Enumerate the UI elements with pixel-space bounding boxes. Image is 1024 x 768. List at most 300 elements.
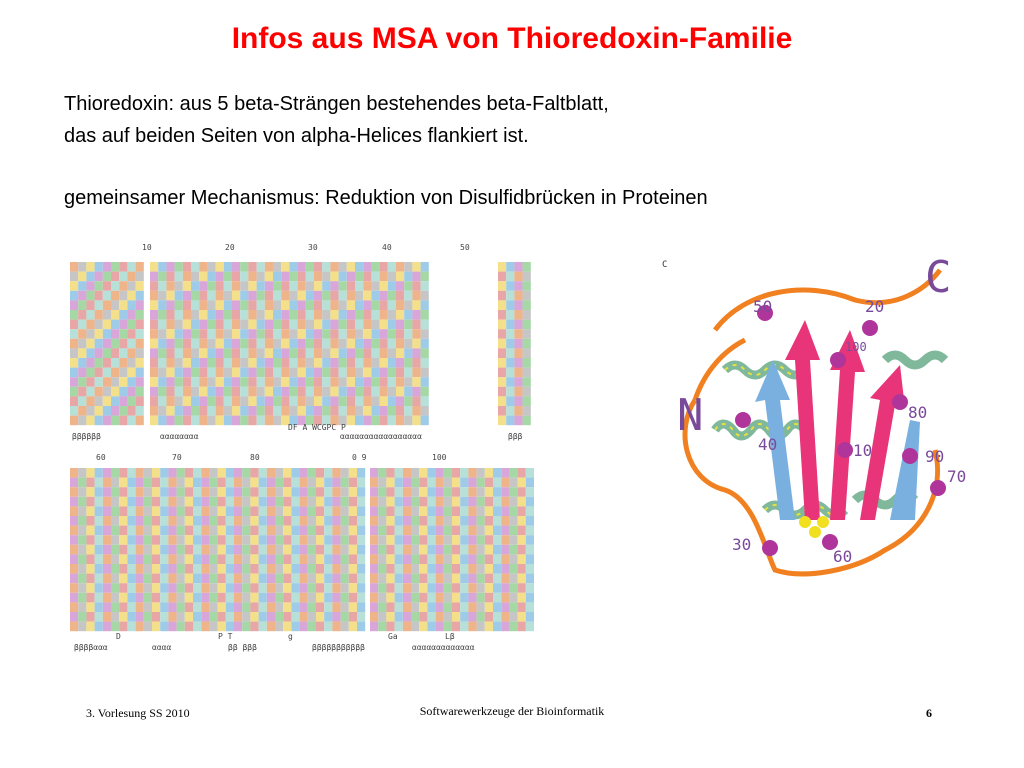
msa-bottom-main-cell <box>349 487 357 497</box>
msa-bottom-main-cell <box>160 612 168 622</box>
msa-top-left-cell <box>103 320 111 330</box>
msa-top-right-cell <box>523 339 531 349</box>
msa-bottom-main-cell <box>86 487 94 497</box>
msa-top-right-cell <box>506 339 514 349</box>
msa-top-left-cell <box>86 377 94 387</box>
msa-top-main-cell <box>380 377 388 387</box>
msa-bottom-motif-3: Ga <box>388 632 398 641</box>
msa-bottom-right-cell <box>468 516 476 526</box>
msa-top-main-cell <box>380 272 388 282</box>
msa-top-left-cell <box>111 329 119 339</box>
msa-top-left-cell <box>70 377 78 387</box>
msa-bottom-right-cell <box>485 593 493 603</box>
msa-top-right-cell <box>523 416 531 426</box>
msa-top-left-cell <box>86 262 94 272</box>
msa-top-main-cell <box>166 358 174 368</box>
msa-bottom-right-cell <box>460 622 468 632</box>
msa-top-main-cell <box>191 348 199 358</box>
msa-top-main-cell <box>298 377 306 387</box>
msa-bottom-main-cell <box>332 535 340 545</box>
msa-bottom-right-cell <box>493 622 501 632</box>
msa-bottom-right-cell <box>427 622 435 632</box>
msa-top-main-cell <box>421 396 429 406</box>
msa-bottom-right-cell <box>378 622 386 632</box>
msa-bottom-right-cell <box>386 506 394 516</box>
msa-bottom-right-cell <box>509 564 517 574</box>
msa-top-left-cell <box>86 300 94 310</box>
msa-bottom-right-cell <box>477 535 485 545</box>
msa-bottom-main-cell <box>242 622 250 632</box>
msa-bottom-right-cell <box>526 574 534 584</box>
msa-bottom-main-cell <box>185 468 193 478</box>
msa-bottom-right-cell <box>378 612 386 622</box>
msa-top-left-cell <box>111 368 119 378</box>
msa-bottom-main-cell <box>226 478 234 488</box>
msa-bottom-main-cell <box>218 554 226 564</box>
msa-top-main-cell <box>371 320 379 330</box>
msa-bottom-main-cell <box>144 593 152 603</box>
msa-bottom-main-cell <box>332 545 340 555</box>
msa-bottom-right-cell <box>501 564 509 574</box>
msa-bottom-right-cell <box>485 506 493 516</box>
msa-top-main-cell <box>330 300 338 310</box>
msa-top-main-cell <box>298 291 306 301</box>
msa-bottom-main-cell <box>201 516 209 526</box>
msa-top-right-cell <box>498 348 506 358</box>
msa-bottom-right-cell <box>526 487 534 497</box>
msa-bottom-main-cell <box>291 497 299 507</box>
msa-bottom-main-cell <box>111 526 119 536</box>
msa-bottom-right-cell <box>518 526 526 536</box>
msa-bottom-right-cell <box>444 497 452 507</box>
msa-bottom-main-cell <box>193 564 201 574</box>
msa-top-main-cell <box>314 348 322 358</box>
msa-top-main-cell <box>175 320 183 330</box>
msa-bottom-main-cell <box>95 478 103 488</box>
msa-bottom-main-cell <box>349 554 357 564</box>
msa-top-main-cell <box>355 281 363 291</box>
msa-bottom-right-cell <box>370 564 378 574</box>
msa-bottom-right-cell <box>419 583 427 593</box>
msa-bottom-right-cell <box>395 497 403 507</box>
msa-top-main-cell <box>265 320 273 330</box>
msa-top-main-cell <box>150 358 158 368</box>
msa-bottom-main-cell <box>111 535 119 545</box>
msa-top-main-cell <box>175 329 183 339</box>
msa-top-main-cell <box>281 320 289 330</box>
msa-bottom-main-cell <box>291 583 299 593</box>
msa-bottom-main-cell <box>185 545 193 555</box>
msa-top-main-cell <box>347 377 355 387</box>
msa-bottom-main-cell <box>103 564 111 574</box>
msa-top-main-cell <box>240 348 248 358</box>
msa-top-left-cell <box>127 348 135 358</box>
msa-top-main-cell <box>306 387 314 397</box>
msa-bottom-right-cell <box>501 535 509 545</box>
msa-top-main-cell <box>314 300 322 310</box>
msa-bottom-main-cell <box>332 622 340 632</box>
msa-top-main-cell <box>273 396 281 406</box>
msa-bottom-right-cell <box>436 478 444 488</box>
msa-top-main-cell <box>322 406 330 416</box>
msa-top-main-cell <box>289 339 297 349</box>
msa-top-main-cell <box>421 272 429 282</box>
msa-top-left-cell <box>95 339 103 349</box>
msa-bottom-main-cell <box>234 602 242 612</box>
msa-top-main-cell <box>257 291 265 301</box>
msa-bottom-main-cell <box>136 487 144 497</box>
msa-top-main-cell <box>330 272 338 282</box>
msa-bottom-main-cell <box>70 535 78 545</box>
msa-top-main-cell <box>281 339 289 349</box>
msa-bottom-main-cell <box>119 564 127 574</box>
msa-bottom-main-cell <box>300 564 308 574</box>
msa-bottom-main-cell <box>111 622 119 632</box>
msa-bottom-main-cell <box>111 545 119 555</box>
msa-top-main-cell <box>298 262 306 272</box>
msa-bottom-right-cell <box>509 468 517 478</box>
msa-bottom-right-cell <box>526 564 534 574</box>
msa-top-main-cell <box>207 387 215 397</box>
msa-bottom-main-cell <box>226 593 234 603</box>
msa-bottom-right-cell <box>386 583 394 593</box>
msa-bottom-main-cell <box>234 535 242 545</box>
msa-top-main-cell <box>322 291 330 301</box>
msa-bottom-right-cell <box>411 583 419 593</box>
msa-bottom-main-cell <box>357 593 365 603</box>
msa-top-main-cell <box>207 416 215 426</box>
msa-top-right-cell <box>514 339 522 349</box>
msa-bottom-main-cell <box>291 478 299 488</box>
msa-top-main-cell <box>396 310 404 320</box>
msa-bottom-main-cell <box>341 545 349 555</box>
msa-bottom-right-cell <box>419 487 427 497</box>
msa-bottom-right-cell <box>468 574 476 584</box>
msa-top-main-cell <box>183 416 191 426</box>
msa-bottom-right-cell <box>485 622 493 632</box>
msa-bottom-main-cell <box>103 583 111 593</box>
msa-bottom-main-cell <box>316 535 324 545</box>
msa-top-main-cell <box>158 406 166 416</box>
msa-bottom-main-cell <box>201 574 209 584</box>
msa-bottom-main-cell <box>291 574 299 584</box>
msa-top-main-cell <box>339 396 347 406</box>
msa-top-main-cell <box>289 300 297 310</box>
msa-bottom-main-cell <box>111 516 119 526</box>
msa-bottom-main-cell <box>275 487 283 497</box>
msa-bottom-main-cell <box>324 497 332 507</box>
msa-bottom-right-cell <box>386 622 394 632</box>
msa-top-main-cell <box>289 262 297 272</box>
msa-bottom-main-cell <box>324 545 332 555</box>
msa-bottom-main-cell <box>201 554 209 564</box>
msa-bottom-main-cell <box>95 506 103 516</box>
msa-bottom-main-cell <box>242 516 250 526</box>
msa-top-tick-3: 40 <box>382 243 392 252</box>
msa-bottom-main-cell <box>168 554 176 564</box>
msa-bottom-right-cell <box>460 583 468 593</box>
msa-top-main-cell <box>273 387 281 397</box>
msa-top-main-cell <box>388 387 396 397</box>
msa-bottom-main-cell <box>152 564 160 574</box>
msa-top-left-cell <box>70 368 78 378</box>
msa-bottom-main-cell <box>316 622 324 632</box>
msa-top-main-cell <box>347 387 355 397</box>
msa-bottom-right-cell <box>509 574 517 584</box>
msa-bottom-main-cell <box>86 622 94 632</box>
msa-top-left-cell <box>70 262 78 272</box>
msa-top-main-cell <box>396 339 404 349</box>
msa-bottom-right-cell <box>452 622 460 632</box>
msa-top-left-cell <box>78 348 86 358</box>
msa-top-main-cell <box>216 281 224 291</box>
msa-bottom-right-cell <box>452 516 460 526</box>
msa-top-main-cell <box>273 329 281 339</box>
msa-bottom-main-cell <box>218 564 226 574</box>
msa-bottom-right-cell <box>477 487 485 497</box>
msa-bottom-main-cell <box>242 574 250 584</box>
msa-top-main-cell <box>232 387 240 397</box>
msa-top-main-cell <box>396 300 404 310</box>
msa-top-main-cell <box>183 329 191 339</box>
msa-top-main-cell <box>363 262 371 272</box>
msa-bottom-main-cell <box>209 545 217 555</box>
msa-top-main-cell <box>232 339 240 349</box>
msa-bottom-right-cell <box>477 602 485 612</box>
msa-bottom-main-cell <box>70 506 78 516</box>
msa-bottom-main-cell <box>267 516 275 526</box>
msa-bottom-main-cell <box>95 612 103 622</box>
msa-top-main-cell <box>175 387 183 397</box>
msa-bottom-main-cell <box>242 564 250 574</box>
msa-top-main-cell <box>166 368 174 378</box>
msa-top-main-cell <box>248 396 256 406</box>
msa-bottom-right-cell <box>436 622 444 632</box>
msa-top-left-cell <box>103 368 111 378</box>
msa-top-right-cell <box>498 368 506 378</box>
msa-bottom-right-cell <box>427 574 435 584</box>
msa-bottom-main-cell <box>111 468 119 478</box>
msa-bottom-main-cell <box>185 593 193 603</box>
msa-top-main-cell <box>265 368 273 378</box>
msa-bottom-right-cell <box>468 468 476 478</box>
structure-label-80: 80 <box>908 403 928 422</box>
msa-bottom-right-cell <box>370 468 378 478</box>
msa-bottom-main-cell <box>341 593 349 603</box>
msa-top-left-cell <box>119 262 127 272</box>
msa-bottom-main-cell <box>242 602 250 612</box>
structure-label-60: 60 <box>833 547 853 566</box>
msa-bottom-main-cell <box>259 574 267 584</box>
msa-top-main-cell <box>421 377 429 387</box>
msa-bottom-main-cell <box>201 583 209 593</box>
msa-bottom-main-cell <box>291 545 299 555</box>
msa-top-main-cell <box>322 348 330 358</box>
msa-bottom-main-cell <box>218 612 226 622</box>
msa-bottom-main-cell <box>324 622 332 632</box>
msa-bottom-right-cell <box>378 574 386 584</box>
msa-top-main-cell <box>273 300 281 310</box>
msa-top-main-cell <box>306 262 314 272</box>
msa-bottom-right-cell <box>509 554 517 564</box>
msa-top-left-cell <box>78 291 86 301</box>
msa-top-main-cell <box>191 310 199 320</box>
msa-bottom-right-cell <box>452 554 460 564</box>
msa-bottom-main-cell <box>250 545 258 555</box>
msa-bottom-right-cell <box>518 602 526 612</box>
msa-bottom-right-cell <box>460 468 468 478</box>
msa-bottom-right-cell <box>485 516 493 526</box>
msa-bottom-right-cell <box>419 622 427 632</box>
msa-top-main-cell <box>314 310 322 320</box>
msa-top-right-cell <box>523 320 531 330</box>
msa-bottom-main-cell <box>316 602 324 612</box>
msa-bottom-right-cell <box>518 497 526 507</box>
msa-bottom-main-cell <box>234 478 242 488</box>
msa-top-right-cell <box>514 406 522 416</box>
msa-top-main-cell <box>175 262 183 272</box>
msa-bottom-right-cell <box>501 516 509 526</box>
msa-bottom-main-cell <box>152 468 160 478</box>
msa-bottom-main-cell <box>177 583 185 593</box>
msa-top-main-cell <box>158 329 166 339</box>
msa-bottom-right-cell <box>436 468 444 478</box>
msa-bottom-main-cell <box>136 526 144 536</box>
msa-bottom-main-cell <box>160 593 168 603</box>
msa-top-right-cell <box>498 272 506 282</box>
msa-bottom-main-cell <box>332 468 340 478</box>
msa-bottom-main-cell <box>152 478 160 488</box>
msa-top-left-cell <box>78 300 86 310</box>
msa-bottom-right-cell <box>526 602 534 612</box>
msa-bottom-right-cell <box>493 612 501 622</box>
msa-top-main-cell <box>363 320 371 330</box>
msa-bottom-main-cell <box>316 564 324 574</box>
msa-top-main-cell <box>380 396 388 406</box>
msa-bottom-right-cell <box>468 622 476 632</box>
msa-top-left-cell <box>86 291 94 301</box>
msa-top-main-cell <box>207 281 215 291</box>
msa-top-main-cell <box>380 348 388 358</box>
msa-bottom-right-cell <box>477 516 485 526</box>
msa-bottom-right-cell <box>501 602 509 612</box>
msa-top-left-cell <box>95 300 103 310</box>
msa-bottom-main-cell <box>86 583 94 593</box>
msa-top-main-cell <box>412 281 420 291</box>
msa-bottom-main-cell <box>316 612 324 622</box>
msa-bottom-main-cell <box>193 506 201 516</box>
msa-top-main-cell <box>339 339 347 349</box>
msa-bottom-main-cell <box>218 516 226 526</box>
msa-top-main-cell <box>240 329 248 339</box>
msa-bottom-main-cell <box>300 574 308 584</box>
msa-bottom-main-cell <box>201 526 209 536</box>
msa-bottom-main-cell <box>349 535 357 545</box>
msa-top-left-cell <box>119 310 127 320</box>
msa-bottom-right-cell <box>477 478 485 488</box>
msa-top-main-cell <box>363 416 371 426</box>
msa-top-main-cell <box>298 406 306 416</box>
msa-top-main-cell <box>175 377 183 387</box>
msa-bottom-main-cell <box>234 545 242 555</box>
msa-top-main-cell <box>306 281 314 291</box>
msa-bottom-main-cell <box>234 506 242 516</box>
msa-bottom-ss-1: αααα <box>152 643 172 652</box>
msa-top-right-cell <box>498 358 506 368</box>
msa-top-main-cell <box>199 329 207 339</box>
msa-bottom-main-cell <box>349 545 357 555</box>
msa-bottom-main-cell <box>136 535 144 545</box>
msa-top-main-cell <box>404 310 412 320</box>
msa-bottom-main-cell <box>209 612 217 622</box>
msa-bottom-main-cell <box>324 487 332 497</box>
msa-bottom-main-cell <box>316 574 324 584</box>
msa-bottom-right-cell <box>427 526 435 536</box>
msa-top-main-cell <box>404 387 412 397</box>
msa-bottom-main-cell <box>160 478 168 488</box>
msa-top-right-cell <box>498 416 506 426</box>
msa-bottom-right-cell <box>468 554 476 564</box>
msa-bottom-right-cell <box>493 554 501 564</box>
msa-top-main-cell <box>281 358 289 368</box>
msa-top-main-cell <box>248 358 256 368</box>
msa-bottom-main-cell <box>308 612 316 622</box>
msa-bottom-main-cell <box>152 554 160 564</box>
msa-bottom-main-cell <box>234 612 242 622</box>
msa-top-right-cell <box>506 406 514 416</box>
msa-top-right-cell <box>506 416 514 426</box>
msa-bottom-main-cell <box>127 564 135 574</box>
msa-bottom-main-cell <box>226 526 234 536</box>
msa-top-main-cell <box>232 368 240 378</box>
msa-top-main-cell <box>150 377 158 387</box>
msa-bottom-right-cell <box>444 545 452 555</box>
msa-bottom-ss-2: ββ βββ <box>228 643 257 652</box>
msa-top-main-cell <box>224 396 232 406</box>
msa-top-left-cell <box>95 262 103 272</box>
msa-bottom-main-cell <box>349 622 357 632</box>
msa-top-main-cell <box>314 329 322 339</box>
msa-top-main-cell <box>224 300 232 310</box>
msa-top-right-cell <box>506 320 514 330</box>
msa-top-main-cell <box>240 377 248 387</box>
msa-top-main-cell <box>240 339 248 349</box>
msa-bottom-main-cell <box>168 468 176 478</box>
msa-top-left-cell <box>119 339 127 349</box>
msa-top-main-cell <box>224 320 232 330</box>
msa-bottom-main-cell <box>86 535 94 545</box>
msa-bottom-main-cell <box>95 574 103 584</box>
msa-bottom-main-cell <box>349 602 357 612</box>
msa-bottom-main-cell <box>341 506 349 516</box>
msa-top-main-cell <box>281 387 289 397</box>
msa-bottom-main-cell <box>226 564 234 574</box>
msa-top-main-cell <box>265 339 273 349</box>
msa-bottom-main-cell <box>185 622 193 632</box>
msa-top-left-cell <box>95 377 103 387</box>
msa-bottom-main-cell <box>119 535 127 545</box>
msa-bottom-main-cell <box>250 497 258 507</box>
msa-bottom-main-cell <box>300 583 308 593</box>
msa-bottom-main-cell <box>168 583 176 593</box>
msa-top-left-cell <box>111 396 119 406</box>
msa-bottom-main-cell <box>119 602 127 612</box>
msa-top-right-cell <box>514 300 522 310</box>
msa-top-main-cell <box>248 377 256 387</box>
msa-bottom-main-cell <box>111 583 119 593</box>
msa-top-main-cell <box>322 368 330 378</box>
msa-top-main-cell <box>371 406 379 416</box>
